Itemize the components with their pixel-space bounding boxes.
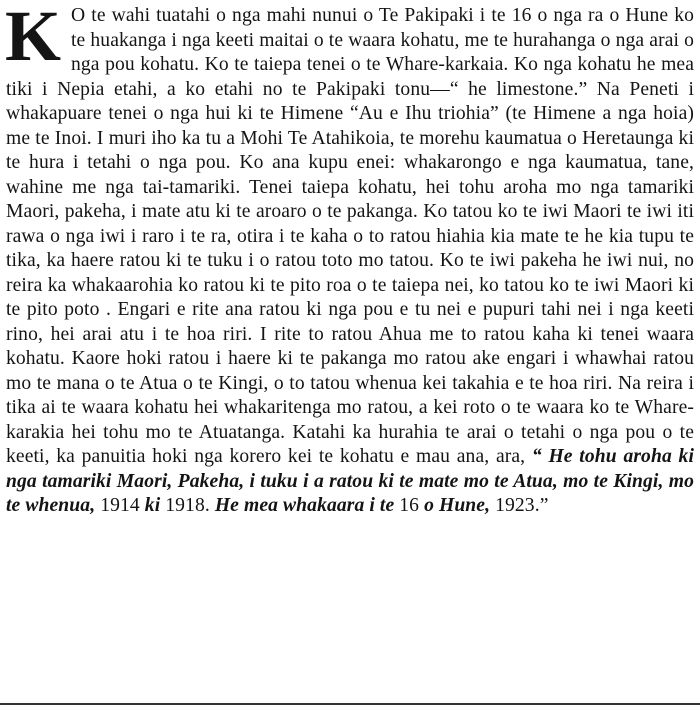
inscription-connector: ki — [144, 495, 161, 516]
inscription-year-start: 1914 — [95, 495, 145, 516]
drop-cap-letter: K — [5, 0, 62, 76]
inscription-day: 16 — [394, 495, 425, 516]
article-paragraph — [5, 0, 694, 519]
bottom-rule — [0, 703, 700, 705]
article-body-text: O te wahi tuatahi o nga mahi nunui o Te Pakipaki i te 16 o nga ra o Hune ko te huakanga i nga keeti maitai o te waara kohatu, me te hurahanga o nga arai o nga pou kohatu. Ko te taiepa tenei o te Whare-karkaia. Ko nga kohatu he mea tiki i Nepia etahi, a ko etahi no te Pakipaki tonu—“ he limestone.” Na Peneti i whakapuare tenei o nga hui ki te Himene “Au e Ihu triohia” (te Himene a nga hoia) me te Inoi. I muri iho ka tu a Mohi Te Atahikoia, te morehu kaumatua o Heretaunga ki te hura i tetahi o nga pou. Ko ana kupu enei: whakarongo e nga kaumatua, tane, wahine me nga tai-tamariki. Tenei taiepa kohatu, hei tohu aroha mo nga tamariki Maori, pakeha, i mate atu ki te aroaro o te pakanga. Ko tatou ko te iwi Maori te iwi iti rawa o nga iwi i raro i te ra, otira i te kaha o to ratou hiahia kia mate te he kia tupu te tika, ka haere ratou ki te tuku i o ratou toto mo tatou. Ko te iwi pakeha he iwi nui, no reira ka whakaarohia ko ratou ki te pito roa o te taiepa nei, ko tatou ko te iwi Maori ki te pito poto . Engari e rite ana ratou ki nga pou e tu nei e pupuri tahi nei i nga keeti rino, hei arai atu i te hoa riri. I rite to ratou Ahua me to ratou kaha ki tenei waara kohatu. Kaore hoki ratou i haere ki te pakanga mo ratou ake engari i whawhai ratou mo te mana o te Atua o te Kingi, o to tatou whenua kei takahia e te hoa riri. Na reira i tika ai te waara kohatu hei whakaritenga mo ratou, a kei roto o te waara ko te Whare-karakia hei tohu mo te Atuatanga. Katahi ka hurahia te arai o tetahi o nga pou o te keeti, ka panuitia hoki nga korero kei te kohatu e mau ana, ara, — [6, 5, 694, 467]
inscription-year: 1923.” — [490, 495, 549, 516]
inscription-year-end: 1918. — [160, 495, 215, 516]
inscription-quote: “ He tohu aroha ki nga tamariki Maori, Pakeha, i tuku i a ratou ki te mate mo te Atua, mo te Kingi, mo te whenua, — [6, 446, 694, 516]
inscription-month: o Hune, — [424, 495, 491, 516]
inscription-erected-text: He mea whakaara i te — [214, 495, 395, 516]
